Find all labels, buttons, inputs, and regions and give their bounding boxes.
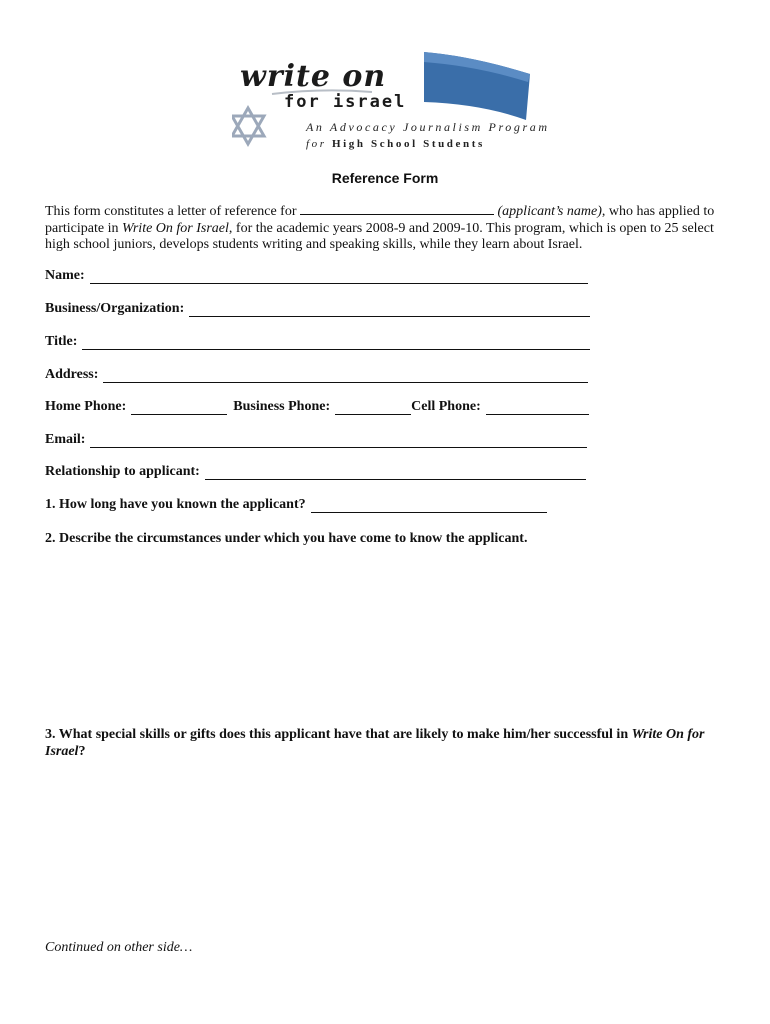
- logo-tagline-2: [306, 138, 485, 150]
- form-title: Reference Form: [331, 170, 439, 186]
- title-label: Title:: [45, 334, 78, 349]
- question-3-text: 3. What special skills or gifts does this applicant have that are likely to make him/her successful in: [45, 727, 629, 742]
- email-field[interactable]: [90, 435, 587, 448]
- logo-subtitle: for israel: [284, 92, 407, 112]
- intro-text-2: , who has applied to participate in: [45, 204, 715, 236]
- logo-wordmark: write on: [240, 59, 387, 94]
- email-label: Email:: [45, 432, 86, 447]
- business-phone-field[interactable]: [335, 402, 411, 415]
- intro-paragraph: [45, 203, 725, 254]
- intro-text-3: , for the academic years 2008-9 and 2009-10. This program, which is open to 25 select high school juniors, develops students writing and speaking skills, while they learn about Israel.: [45, 220, 714, 252]
- question-3-end: ?: [78, 744, 86, 759]
- applicant-name-hint: (applicant’s name): [497, 204, 602, 219]
- program-name: Write On for Israel: [121, 220, 229, 236]
- address-field[interactable]: [103, 370, 588, 383]
- name-row: [45, 268, 588, 284]
- business-phone-label: Business Phone:: [233, 399, 331, 414]
- name-field[interactable]: [90, 271, 588, 284]
- intro-text-1: This form constitutes a letter of reference for: [45, 204, 297, 219]
- continued-note: Continued on other side…: [45, 940, 193, 955]
- business-label: Business/Organization:: [45, 301, 185, 316]
- logo-tagline: An Advocacy Journalism Program: [306, 120, 550, 134]
- name-label: Name:: [45, 268, 85, 283]
- logo-tagline-prefix: for: [306, 138, 327, 150]
- question-1-label: 1. How long have you known the applicant?: [45, 497, 306, 512]
- relationship-field[interactable]: [205, 467, 586, 480]
- address-row: [45, 367, 588, 383]
- business-field[interactable]: [189, 304, 590, 317]
- question-1-row: [45, 497, 547, 513]
- email-row: [45, 432, 587, 448]
- home-phone-label: Home Phone:: [45, 399, 127, 414]
- question-3-program-name: Write On for Israel: [45, 727, 705, 759]
- title-input-field[interactable]: [82, 337, 590, 350]
- cell-phone-field[interactable]: [486, 402, 589, 415]
- star-of-david-icon: [232, 108, 264, 144]
- relationship-label: Relationship to applicant:: [45, 464, 200, 479]
- applicant-name-field[interactable]: [300, 203, 494, 215]
- cell-phone-label: Cell Phone:: [411, 399, 481, 414]
- question-3: [45, 726, 725, 760]
- phone-row: [45, 399, 589, 415]
- question-2: 2. Describe the circumstances under which you have come to know the applicant.: [45, 531, 528, 546]
- relationship-row: [45, 464, 586, 480]
- question-1-field[interactable]: [311, 500, 547, 513]
- question-3-answer-area[interactable]: [45, 766, 725, 931]
- business-row: [45, 301, 590, 317]
- address-label: Address:: [45, 367, 99, 382]
- home-phone-field[interactable]: [131, 402, 227, 415]
- logo-tagline-main: High School Students: [332, 138, 485, 150]
- program-logo: [232, 48, 550, 154]
- title-row: [45, 334, 590, 350]
- question-2-answer-area[interactable]: [45, 552, 725, 722]
